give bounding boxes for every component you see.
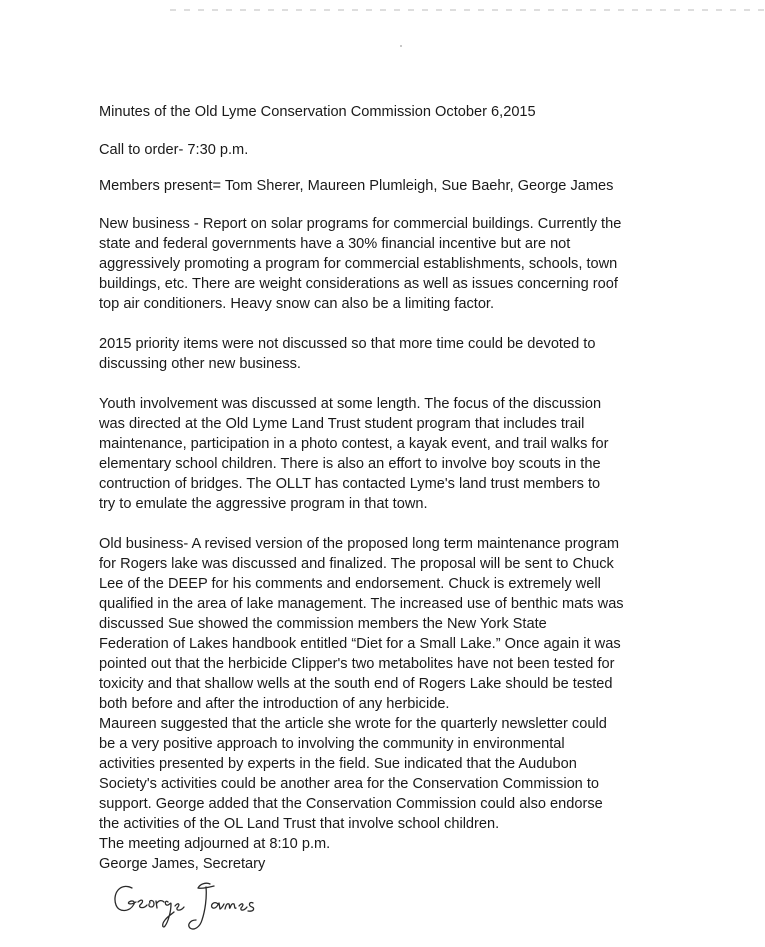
paragraph-line: New business - Report on solar programs for commercial buildings. Currently the bbox=[99, 216, 622, 232]
paragraph-line: for Rogers lake was discussed and finalized. The proposal will be sent to Chuck bbox=[99, 556, 614, 572]
paragraph-line: discussed Sue showed the commission members the New York State bbox=[99, 616, 547, 632]
paragraph-line: both before and after the introduction of any herbicide. bbox=[99, 696, 450, 712]
paragraph-line: top air conditioners. Heavy snow can also be a limiting factor. bbox=[99, 296, 495, 312]
paragraph-line: aggressively promoting a program for commercial establishments, schools, town bbox=[99, 256, 618, 272]
paragraph-line: buildings, etc. There are weight considerations as well as issues concerning roof bbox=[99, 276, 618, 292]
paragraph-line: state and federal governments have a 30% financial incentive but are not bbox=[99, 236, 571, 252]
paragraph-line: Lee of the DEEP for his comments and endorsement. Chuck is extremely well bbox=[99, 576, 601, 592]
minutes-title: Minutes of the Old Lyme Conservation Commission October 6,2015 bbox=[99, 104, 536, 120]
paragraph-line: pointed out that the herbicide Clipper's two metabolites have not been tested for bbox=[99, 656, 615, 672]
scan-artifact bbox=[400, 45, 402, 47]
paragraph-line: was directed at the Old Lyme Land Trust student program that includes trail bbox=[99, 416, 585, 432]
maureen-paragraph bbox=[99, 714, 719, 834]
paragraph-line: contruction of bridges. The OLLT has contacted Lyme's land trust members to bbox=[99, 476, 601, 492]
priority-items-paragraph bbox=[99, 334, 719, 374]
paragraph-line: toxicity and that shallow wells at the south end of Rogers Lake should be tested bbox=[99, 676, 613, 692]
paragraph-line: support. George added that the Conservation Commission could also endorse bbox=[99, 796, 603, 812]
paragraph-line: Federation of Lakes handbook entitled “Diet for a Small Lake.” Once again it was bbox=[99, 636, 621, 652]
old-business-paragraph bbox=[99, 534, 719, 714]
youth-involvement-paragraph bbox=[99, 394, 719, 514]
adjournment: The meeting adjourned at 8:10 p.m. bbox=[99, 836, 331, 852]
paragraph-line: elementary school children. There is also an effort to involve boy scouts in the bbox=[99, 456, 601, 472]
paragraph-line: discussing other new business. bbox=[99, 356, 301, 372]
paragraph-line: Maureen suggested that the article she wrote for the quarterly newsletter could bbox=[99, 716, 607, 732]
paragraph-line: Society's activities could be another area for the Conservation Commission to bbox=[99, 776, 600, 792]
paragraph-line: Old business- A revised version of the proposed long term maintenance program bbox=[99, 536, 619, 552]
paragraph-line: activities presented by experts in the field. Sue indicated that the Audubon bbox=[99, 756, 577, 772]
paragraph-line: be a very positive approach to involving the community in environmental bbox=[99, 736, 565, 752]
new-business-paragraph bbox=[99, 214, 719, 314]
paragraph-line: qualified in the area of lake management. The increased use of benthic mats was bbox=[99, 596, 624, 612]
paragraph-line: Youth involvement was discussed at some length. The focus of the discussion bbox=[99, 396, 602, 412]
handwritten-signature bbox=[110, 878, 280, 940]
paragraph-line: try to emulate the aggressive program in that town. bbox=[99, 496, 428, 512]
paragraph-line: 2015 priority items were not discussed so that more time could be devoted to bbox=[99, 336, 596, 352]
members-present: Members present= Tom Sherer, Maureen Plumleigh, Sue Baehr, George James bbox=[99, 178, 614, 194]
paragraph-line: the activities of the OL Land Trust that involve school children. bbox=[99, 816, 500, 832]
minutes-body bbox=[99, 102, 719, 874]
signatory: George James, Secretary bbox=[99, 856, 266, 872]
paragraph-line: maintenance, participation in a photo contest, a kayak event, and trail walks for bbox=[99, 436, 609, 452]
scan-artifact bbox=[170, 9, 765, 11]
call-to-order: Call to order- 7:30 p.m. bbox=[99, 142, 249, 158]
